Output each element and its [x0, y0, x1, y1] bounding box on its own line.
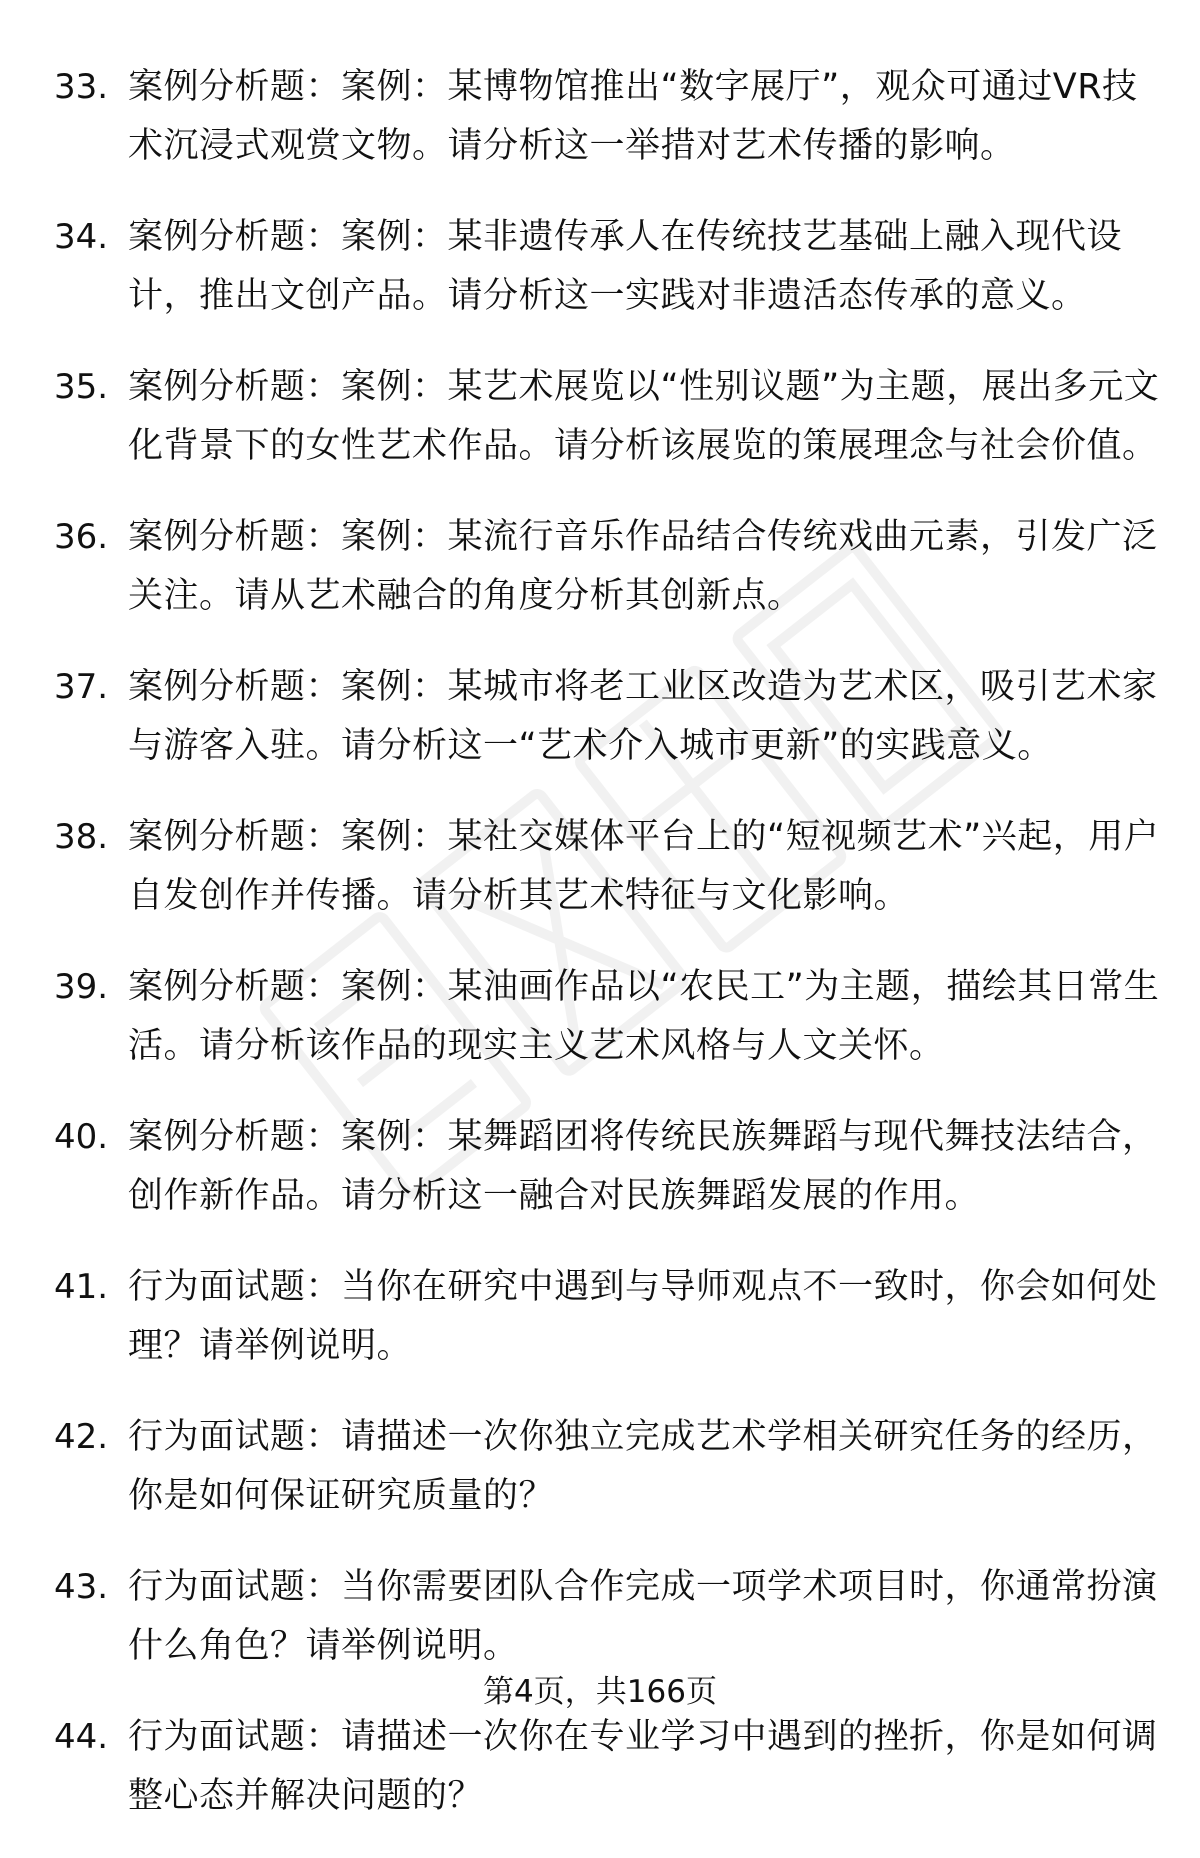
question-item — [54, 808, 1164, 926]
question-text: 案例分析题：案例：某社交媒体平台上的“短视频艺术”兴起，用户自发创作并传播。请分析其艺术特征与文化影响。 — [128, 817, 1160, 916]
question-item — [54, 1408, 1164, 1526]
question-item — [54, 1708, 1164, 1826]
question-number: 44. — [54, 1717, 109, 1757]
question-text: 行为面试题：请描述一次你在专业学习中遇到的挫折，你是如何调整心态并解决问题的？ — [128, 1717, 1158, 1816]
question-item — [54, 658, 1164, 776]
question-number: 40. — [54, 1117, 109, 1157]
question-text: 案例分析题：案例：某城市将老工业区改造为艺术区，吸引艺术家与游客入驻。请分析这一“艺术介入城市更新”的实践意义。 — [128, 667, 1158, 766]
question-item — [54, 1258, 1164, 1376]
question-number: 41. — [54, 1267, 109, 1307]
question-number: 38. — [54, 817, 109, 857]
question-number: 34. — [54, 217, 109, 257]
question-text: 案例分析题：案例：某舞蹈团将传统民族舞蹈与现代舞技法结合，创作新作品。请分析这一融合对民族舞蹈发展的作用。 — [128, 1117, 1158, 1216]
question-item — [54, 1108, 1164, 1226]
question-item — [54, 58, 1164, 176]
question-number: 36. — [54, 517, 109, 557]
question-item — [54, 208, 1164, 326]
question-item — [54, 958, 1164, 1076]
question-number: 33. — [54, 67, 109, 107]
question-number: 35. — [54, 367, 109, 407]
question-text: 案例分析题：案例：某艺术展览以“性别议题”为主题，展出多元文化背景下的女性艺术作品。请分析该展览的策展理念与社会价值。 — [128, 367, 1160, 466]
question-item — [54, 508, 1164, 626]
question-list — [54, 58, 1164, 1858]
question-text: 案例分析题：案例：某非遗传承人在传统技艺基础上融入现代设计，推出文创产品。请分析这一实践对非遗活态传承的意义。 — [128, 217, 1123, 316]
question-text: 案例分析题：案例：某油画作品以“农民工”为主题，描绘其日常生活。请分析该作品的现实主义艺术风格与人文关怀。 — [128, 967, 1160, 1066]
question-number: 43. — [54, 1567, 109, 1607]
question-item — [54, 358, 1164, 476]
question-item — [54, 1558, 1164, 1676]
question-text: 案例分析题：案例：某流行音乐作品结合传统戏曲元素，引发广泛关注。请从艺术融合的角度分析其创新点。 — [128, 517, 1158, 616]
page-footer: 第4页，共166页 — [483, 1674, 717, 1710]
question-number: 37. — [54, 667, 109, 707]
question-text: 行为面试题：当你需要团队合作完成一项学术项目时，你通常扮演什么角色？请举例说明。 — [128, 1567, 1158, 1666]
question-text: 案例分析题：案例：某博物馆推出“数字展厅”，观众可通过VR技术沉浸式观赏文物。请分析这一举措对艺术传播的影响。 — [128, 67, 1138, 166]
question-text: 行为面试题：请描述一次你独立完成艺术学相关研究任务的经历，你是如何保证研究质量的？ — [128, 1417, 1158, 1516]
question-text: 行为面试题：当你在研究中遇到与导师观点不一致时，你会如何处理？请举例说明。 — [128, 1267, 1158, 1366]
question-number: 39. — [54, 967, 109, 1007]
question-number: 42. — [54, 1417, 109, 1457]
